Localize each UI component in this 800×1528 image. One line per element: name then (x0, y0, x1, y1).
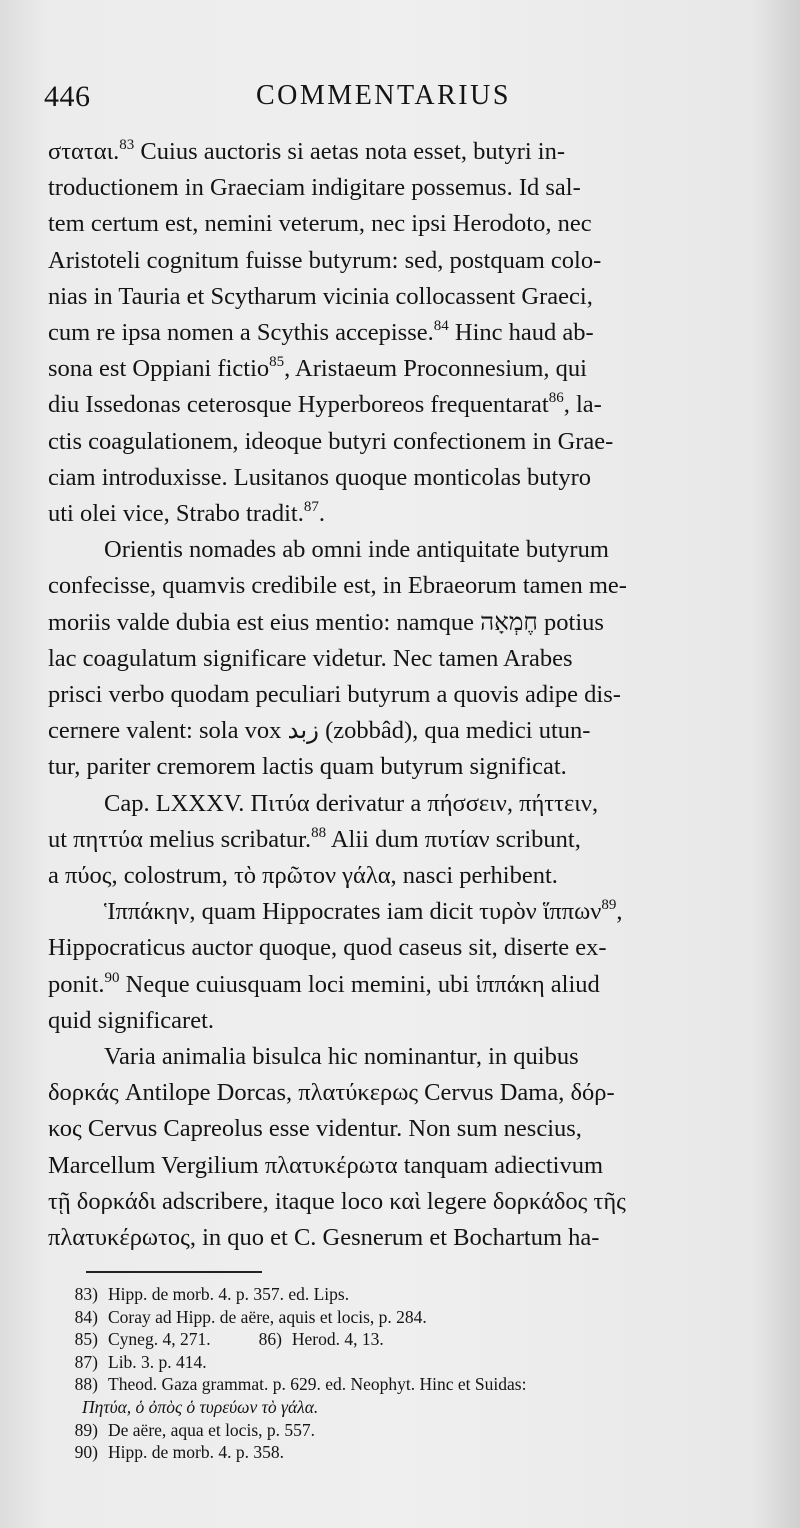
running-title: COMMENTARIUS (256, 80, 511, 111)
text-line (48, 822, 762, 858)
footnote-ref: 85 (269, 354, 285, 371)
text-line (48, 351, 762, 387)
line-text: δορκάς Antilope Dorcas, πλατύκερως Cervus Dama, δόρ- (48, 1079, 615, 1107)
text-line (48, 1111, 762, 1147)
footnote-text: Hipp. de morb. 4. p. 358. (108, 1442, 284, 1463)
text-line (48, 930, 762, 966)
line-text: κος Cervus Capreolus esse videntur. Non sum nescius, (48, 1115, 582, 1143)
footnote-ref: 89 (601, 897, 617, 914)
text-line (48, 749, 762, 785)
line-text: confecisse, quamvis credibile est, in Ebraeorum tamen me- (48, 572, 627, 600)
line-text: moriis valde dubia est eius mentio: namque חֶמְאָה potius (48, 608, 604, 636)
line-text-rest: . (318, 500, 325, 528)
text-line (48, 460, 762, 496)
line-text: uti olei vice, Strabo tradit. (48, 500, 304, 528)
line-text: Ἱππάκην, quam Hippocrates iam dicit τυρὸν ἵππων (104, 898, 602, 926)
footnote-ref: 87 (303, 499, 319, 516)
text-line (48, 532, 762, 568)
text-line (48, 713, 762, 749)
text-line (48, 605, 762, 641)
line-text: prisci verbo quodam peculiari butyrum a quovis adipe dis- (48, 681, 621, 709)
line-text: Cap. LXXXV. Πιτύα derivatur a πήσσειν, πήττειν, (104, 789, 599, 817)
line-text-rest: Hinc haud ab- (448, 319, 594, 347)
text-line (48, 496, 762, 532)
text-line (48, 894, 762, 930)
text-line (48, 568, 762, 604)
footnote (64, 1373, 764, 1396)
footnote-text: Herod. 4, 13. (291, 1329, 384, 1350)
line-text: tur, pariter cremorem lactis quam butyrum significat. (48, 753, 567, 781)
footnote (64, 1328, 764, 1351)
footnote-ref: 83 (119, 137, 135, 153)
line-text: Hippocraticus auctor quoque, quod caseus sit, diserte ex- (48, 934, 607, 962)
text-line (48, 315, 762, 351)
line-text-rest: , la- (563, 391, 602, 419)
line-text: diu Issedonas ceterosque Hyperboreos frequentarat (48, 391, 549, 419)
footnote-ref: 86 (548, 390, 564, 407)
footnote (64, 1306, 764, 1329)
line-text: ctis coagulationem, ideoque butyri confectionem in Grae- (48, 427, 614, 455)
footnote-rule (86, 1271, 262, 1273)
main-text (48, 134, 762, 1256)
footnote-text: Theod. Gaza grammat. p. 629. ed. Neophyt. Hinc et Suidas: (108, 1374, 527, 1395)
line-text: tem certum est, nemini veterum, nec ipsi Herodoto, nec (48, 210, 592, 238)
line-text-rest: , Aristaeum Proconnesium, qui (284, 355, 587, 383)
footnote-number: 87) (74, 1351, 98, 1372)
text-line (48, 1075, 762, 1111)
line-text: ciam introduxisse. Lusitanos quoque monticolas butyro (48, 463, 592, 491)
line-text-rest: Alii dum πυτίαν scribunt, (326, 825, 581, 853)
footnote-number: 86) (258, 1329, 282, 1350)
line-text: nias in Tauria et Scytharum vicinia collocassent Graeci, (48, 282, 593, 310)
text-line (48, 786, 762, 822)
text-line (48, 858, 762, 894)
text-line (48, 641, 762, 677)
footnote-text: Coray ad Hipp. de aëre, aquis et locis, p. 284. (108, 1306, 427, 1327)
footnote-ref: 88 (311, 824, 327, 841)
text-line (48, 387, 762, 423)
line-text: πλατυκέρωτος, in quo et C. Gesnerum et Bochartum ha- (48, 1224, 600, 1252)
line-text: troductionem in Graeciam indigitare possemus. Id sal- (48, 174, 581, 202)
page-number: 446 (44, 80, 91, 113)
footnote (64, 1351, 764, 1374)
footnote-ref: 90 (104, 969, 120, 986)
footnote-continuation: Πητύα, ὁ ὀπὸς ὁ τυρεύων τὸ γάλα. (82, 1396, 319, 1417)
footnote (64, 1283, 764, 1306)
line-text: lac coagulatum significare videtur. Nec tamen Arabes (48, 644, 573, 672)
text-line (48, 1148, 762, 1184)
line-text: σταται. (48, 138, 120, 165)
text-line (48, 1220, 762, 1256)
line-text: sona est Oppiani fictio (48, 355, 270, 383)
footnote-number: 90) (74, 1442, 98, 1463)
line-text-rest: , (616, 898, 623, 926)
page-header (44, 78, 754, 122)
text-line (48, 206, 762, 242)
footnote-number: 89) (74, 1419, 98, 1440)
footnote-text: Cyneg. 4, 271. (108, 1329, 211, 1350)
footnote-ref: 84 (433, 318, 449, 335)
text-line (48, 424, 762, 460)
text-line (48, 1184, 762, 1220)
footnote-number: 83) (74, 1284, 98, 1304)
line-text: Varia animalia bisulca hic nominantur, in quibus (104, 1043, 579, 1071)
footnote-text: Hipp. de morb. 4. p. 357. ed. Lips. (108, 1284, 350, 1304)
line-text: Aristoteli cognitum fuisse butyrum: sed, postquam colo- (48, 246, 602, 274)
line-text: a πύος, colostrum, τὸ πρῶτον γάλα, nasci perhibent. (48, 862, 558, 890)
text-line (48, 279, 762, 315)
line-text: Orientis nomades ab omni inde antiquitate butyrum (104, 536, 609, 564)
line-text: cum re ipsa nomen a Scythis accepisse. (48, 319, 434, 347)
text-line (48, 1003, 762, 1039)
line-text: Marcellum Vergilium πλατυκέρωτα tanquam adiectivum (48, 1151, 604, 1179)
text-line (48, 677, 762, 713)
line-text: quid significaret. (48, 1006, 215, 1034)
footnote (64, 1419, 764, 1442)
footnotes (64, 1283, 764, 1464)
text-line (48, 243, 762, 279)
line-text: cernere valent: sola vox زبد (zobbâd), qua medici utun- (48, 717, 591, 745)
line-text-rest: Neque cuiusquam loci memini, ubi ἱππάκη aliud (119, 970, 600, 998)
text-line (48, 134, 762, 170)
text-line (48, 1039, 762, 1075)
text-line (48, 967, 762, 1003)
line-text-rest: Cuius auctoris si aetas nota esset, butyri in- (134, 138, 566, 165)
footnote-number: 85) (74, 1329, 98, 1350)
footnote-text: De aëre, aqua et locis, p. 557. (108, 1419, 316, 1440)
footnote-number: 88) (74, 1374, 98, 1395)
footnote-text: Lib. 3. p. 414. (108, 1351, 207, 1372)
line-text: τῇ δορκάδι adscribere, itaque loco καὶ legere δορκάδος τῆς (48, 1187, 626, 1215)
line-text: ut πηττύα melius scribatur. (48, 825, 312, 853)
line-text: ponit. (48, 970, 105, 998)
text-line (48, 170, 762, 206)
footnote-number: 84) (74, 1306, 98, 1327)
footnote (64, 1441, 764, 1464)
